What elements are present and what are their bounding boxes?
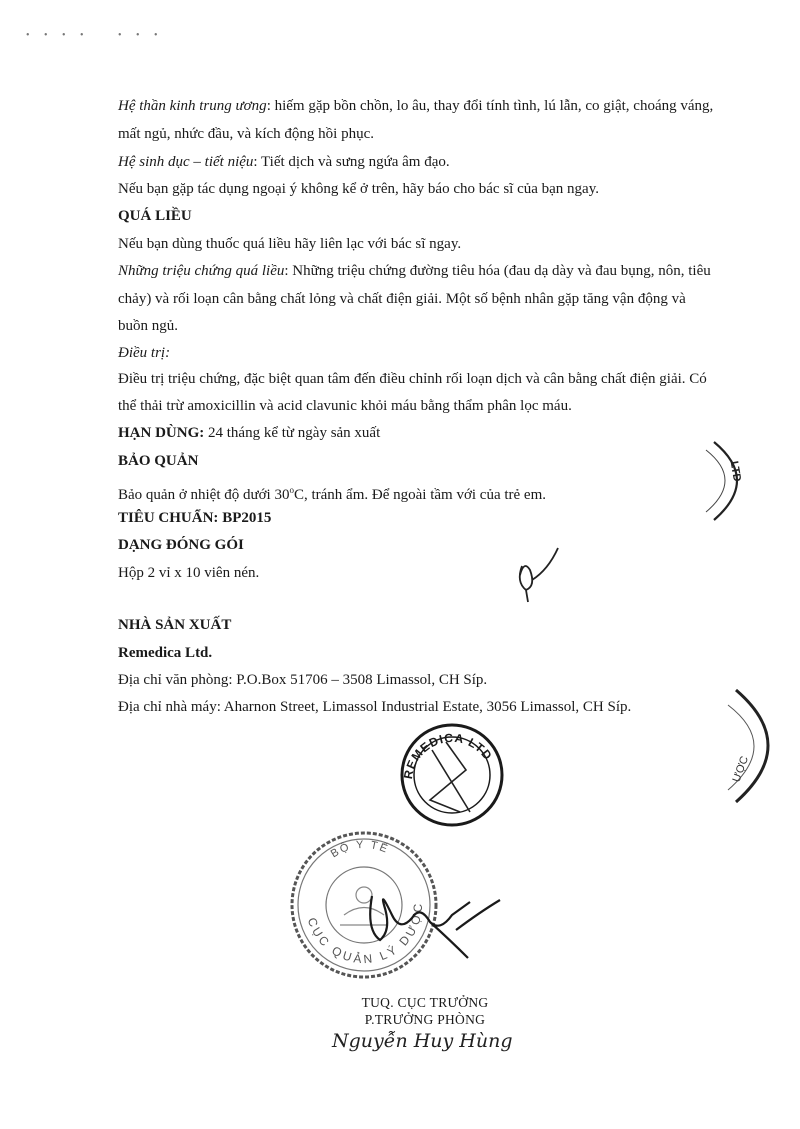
gu-label: Hệ sinh dục – tiết niệu [118,154,254,170]
shelf-life-label: HẠN DÙNG: [118,425,205,441]
manufacturer-name: Remedica Ltd. [118,645,213,661]
manufacturer-heading: NHÀ SẢN XUẤT [118,617,232,633]
storage-text-post: C, tránh ẩm. Để ngoài tầm với của trẻ em. [293,487,547,503]
packaging-text: Hộp 2 vỉ x 10 viên nén. [118,565,260,581]
overdose-symptoms-label: Những triệu chứng quá liều [118,263,285,279]
gu-text: : Tiết dịch và sưng ngứa âm đạo. [253,154,450,170]
treatment-label-text: Điều trị: [118,345,171,361]
overdose-heading: QUÁ LIỀU [118,208,192,224]
overdose-contact: Nếu bạn dùng thuốc quá liều hãy liên lạc với bác sĩ ngay. [118,236,462,252]
standard-value: BP2015 [218,510,272,526]
treatment-text-1: Điều trị triệu chứng, đặc biệt quan tâm đến điều chỉnh rối loạn dịch và cân bằng chất điện giải. Có [118,371,707,387]
ministry-seal [292,833,436,977]
overdose-symptoms-3: buồn ngủ. [118,318,178,334]
cns-text-2: mất ngủ, nhức đầu, và kích động hồi phục. [118,126,374,142]
signatory-name: Nguyễn Huy Hùng [332,1030,513,1052]
side-effect-notice: Nếu bạn gặp tác dụng ngoại ý không kể ở trên, hãy báo cho bác sĩ của bạn ngay. [118,181,599,197]
treatment-text-2: thể thải trừ amoxicillin và acid clavunic khỏi máu bằng thẩm phân lọc máu. [118,398,572,414]
edge-stamp-bottom-text: ƯỢC [730,754,752,784]
manufacturer-factory: Địa chỉ nhà máy: Aharnon Street, Limassol Industrial Estate, 3056 Limassol, CH Síp. [118,699,632,715]
packaging-signature-mark [520,548,558,602]
cns-text-1: : hiếm gặp bồn chồn, lo âu, thay đổi tính tình, lú lẫn, co giật, choáng váng, [266,98,714,114]
signatory-line-2: P.TRƯỞNG PHÒNG [364,1012,486,1027]
packaging-heading: DẠNG ĐÓNG GÓI [118,537,244,553]
overdose-symptoms-1: : Những triệu chứng đường tiêu hóa (đau dạ dày và đau bụng, nôn, tiêu [284,263,711,279]
signatory-line-1: TUQ. CỤC TRƯỞNG [361,995,489,1010]
edge-stamp-top [706,442,743,520]
storage-text-pre: Bảo quản ở nhiệt độ dưới 30 [118,487,290,503]
edge-stamp-bottom [728,690,768,802]
standard-label: TIÊU CHUẨN: [118,510,219,526]
edge-stamp-top-text: LTD [727,460,744,483]
svg-text:REMEDICA LTD [401,731,495,780]
ministry-seal-top: BỘ Y TẾ [328,838,391,861]
overdose-symptoms-2: chảy) và rối loạn cân bằng chất lỏng và chất điện giải. Một số bệnh nhân gặp tăng vận động và [118,291,686,307]
shelf-life-value: 24 tháng kể từ ngày sản xuất [204,425,381,441]
cns-label: Hệ thần kinh trung ương [118,98,267,114]
storage-heading: BẢO QUẢN [118,453,199,469]
remedica-stamp-text: REMEDICA LTD [400,730,496,780]
scan-mark-left: • • • • [26,30,90,41]
storage-degree: o [289,485,294,495]
remedica-stamp [401,725,502,825]
ministry-seal-bottom: CỤC QUẢN LÝ DƯỢC [304,900,426,967]
manufacturer-office: Địa chỉ văn phòng: P.O.Box 51706 – 3508 Limassol, CH Síp. [118,672,488,688]
scan-mark-right: • • • [118,30,164,41]
